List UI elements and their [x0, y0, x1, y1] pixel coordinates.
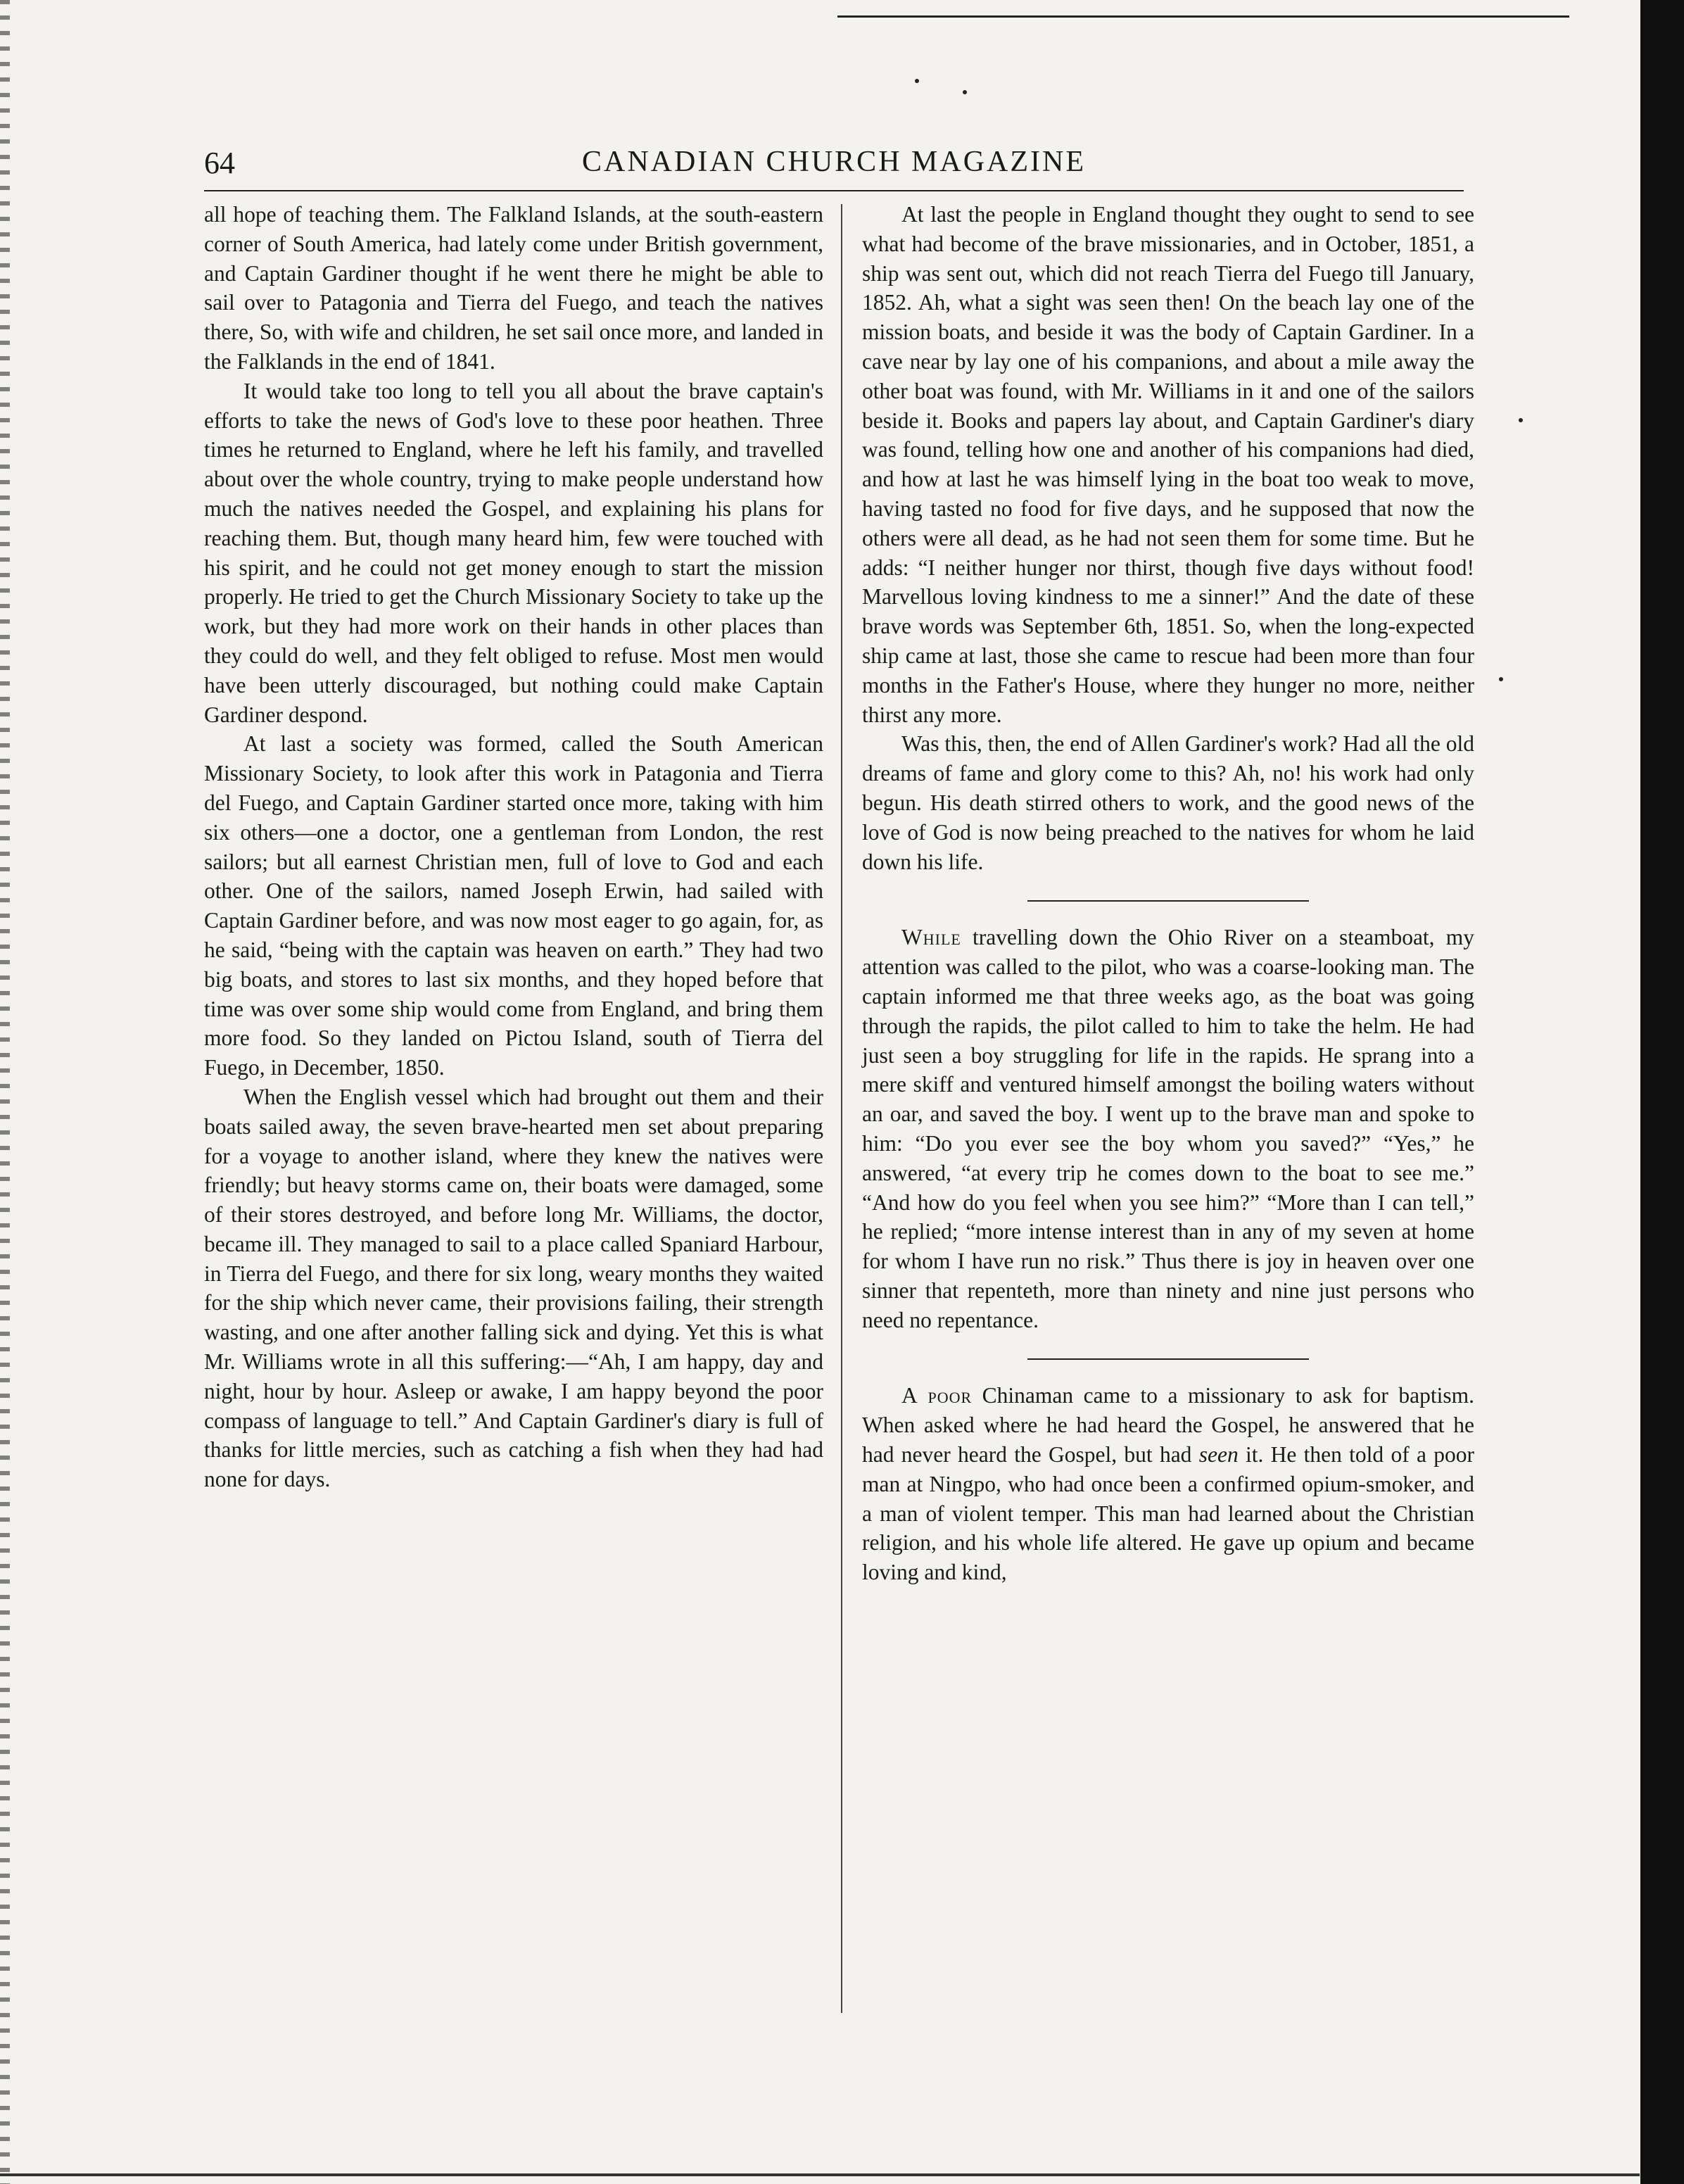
top-rule [837, 15, 1569, 18]
right-column [862, 200, 1474, 1587]
header-rule [204, 190, 1464, 191]
paragraph-lead: While [901, 925, 961, 950]
paragraph: When the English vessel which had brought out them and their boats sailed away, the seven brave-hearted men set about preparing for a voyage to another island, where they knew the natives were friendly; but heavy storms came on, their boats were damaged, some of their stores destroyed, and before long Mr. Williams, the doctor, became ill. They managed to sail to a place called Spaniard Harbour, in Tierra del Fuego, and there for six long, weary months they waited for the ship which never came, their provisions failing, their strength wasting, and one after another falling sick and dying. Yet this is what Mr. Williams wrote in all this suffering:—“Ah, I am happy, day and night, hour by hour. Asleep or awake, I am happy beyond the poor compass of language to tell.” And Captain Gardiner's diary is full of thanks for little mercies, such as catching a fish when they had had none for days. [204, 1084, 823, 1492]
running-title: CANADIAN CHURCH MAGAZINE [582, 146, 1086, 178]
scan-speck [1499, 677, 1503, 681]
page-left-edge [0, 0, 10, 2184]
paragraph [862, 1381, 1474, 1587]
paragraph: It would take too long to tell you all about the brave captain's efforts to take the news of God's love to these poor heathen. Three times he returned to England, where he left his family, and travelled about over the whole country, trying to make people understand how much the natives needed the Gospel, and explaining his plans for reaching them. But, though many heard him, few were touched with his spirit, and he could not get money enough to start the mission properly. He tried to get the Church Missionary Society to take up the work, but they had more work on their hands in other places than they could do well, and they felt obliged to refuse. Most men would have been utterly discouraged, but nothing could make Captain Gardiner despond. [204, 378, 823, 727]
paragraph [862, 923, 1474, 1334]
left-column [204, 200, 823, 1494]
scan-right-border [1640, 0, 1684, 2184]
section-separator [1027, 900, 1309, 902]
emphasis: seen [1198, 1442, 1239, 1467]
column-divider [841, 204, 842, 2013]
bottom-rule [0, 2173, 1640, 2176]
page-number: 64 [204, 146, 235, 180]
paragraph: Was this, then, the end of Allen Gardiner's work? Had all the old dreams of fame and glory come to this? Ah, no! his work had only begun. His death stirred others to work, and the good news of the love of God is now being preached to the natives for whom he laid down his life. [862, 731, 1474, 874]
scan-speck [1519, 418, 1523, 422]
paragraph-text: travelling down the Ohio River on a steamboat, my attention was called to the pilot, who was a coarse-looking man. The captain informed me that three weeks ago, as the boat was going through the rapids, the pilot called to him to take the helm. He had just seen a boy struggling for life in the rapids. He sprang into a mere skiff and ventured himself amongst the boiling waters without an oar, and saved the boy. I went up to the brave man and spoke to him: “Do you ever see the boy whom you saved?” “Yes,” he answered, “at every trip he comes down to the boat to see me.” “And how do you feel when you see him?” “More than I can tell,” he replied; “more intense interest than in any of my seven at home for whom I have run no risk.” Thus there is joy in heaven over one sinner that repenteth, more than ninety and nine just persons who need no repentance. [862, 925, 1474, 1332]
paragraph: At last a society was formed, called the South American Missionary Society, to look after this work in Patagonia and Tierra del Fuego, and Captain Gardiner started once more, taking with him six others—one a doctor, one a gentleman from London, the rest sailors; but all earnest Christian men, full of love to God and each other. One of the sailors, named Joseph Erwin, had sailed with Captain Gardiner before, and was now most eager to go again, for, as he said, “being with the captain was heaven on earth.” They had two big boats, and stores to last six months, and they hoped before that time was over some ship would come from England, and bring them more food. So they landed on Pictou Island, south of Tierra del Fuego, in December, 1850. [204, 731, 823, 1080]
page-header [204, 138, 1464, 187]
paragraph-text: it. He then told of a poor man at Ningpo, who had once been a confirmed opium-smoker, and a man of violent temper. This man had learned about the Christian religion, and his whole life altered. He gave up opium and became loving and kind, [862, 1442, 1475, 1585]
paragraph-text: Chinaman came to a missionary to ask for baptism. When asked where he had heard the Gospel, he answered that he had never heard the Gospel, but had [862, 1383, 1474, 1467]
paragraph: all hope of teaching them. The Falkland Islands, at the south-eastern corner of South America, had lately come under British government, and Captain Gardiner thought if he went there he might be able to sail over to Patagonia and Tierra del Fuego, and teach the natives there, So, with wife and children, he set sail once more, and landed in the Falklands in the end of 1841. [204, 202, 823, 374]
paragraph-lead: A poor [901, 1383, 973, 1408]
paragraph: At last the people in England thought they ought to send to see what had become of the brave missionaries, and in October, 1851, a ship was sent out, which did not reach Tierra del Fuego till January, 1852. Ah, what a sight was seen then! On the beach lay one of the mission boats, and beside it was the body of Captain Gardiner. In a cave near by lay one of his companions, and about a mile away the other boat was found, with Mr. Williams in it and one of the sailors beside it. Books and papers lay about, and Captain Gardiner's diary was found, telling how one and another of his companions had died, and how at last he was himself lying in the boat too weak to move, having tasted no food for five days, and he supposed that now the others were all dead, as he had not seen them for some time. But he adds: “I neither hunger nor thirst, though five days without food! Marvellous loving kindness to me a sinner!” And the date of these brave words was September 6th, 1851. So, when the long-expected ship came at last, those she came to rescue had been more than four months in the Father's House, where they hunger no more, neither thirst any more. [862, 202, 1474, 727]
section-separator [1027, 1358, 1309, 1360]
scan-speck [915, 79, 919, 83]
scan-speck [963, 90, 967, 94]
